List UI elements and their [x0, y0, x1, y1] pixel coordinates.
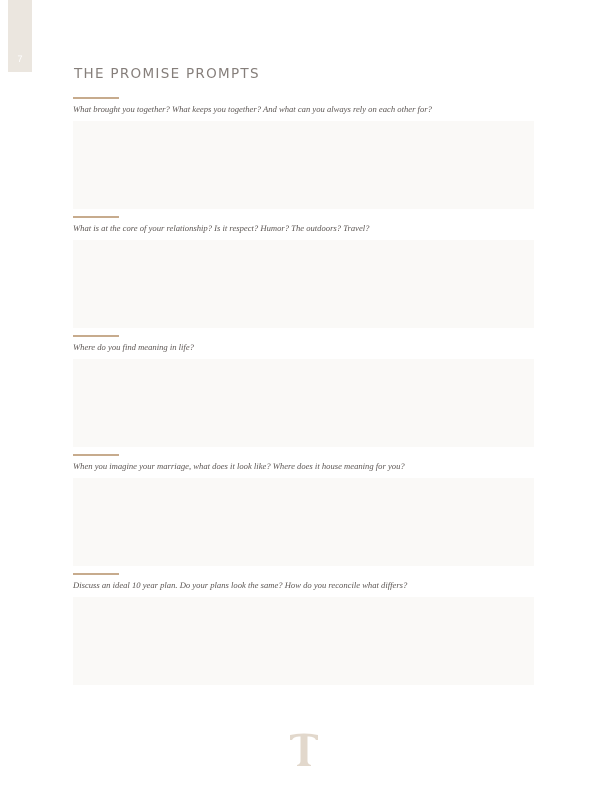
prompt-question: What brought you together? What keeps you together? And what can you always rely on each other for? [73, 104, 432, 114]
page-number-tab [8, 0, 32, 72]
accent-divider [73, 335, 119, 337]
accent-divider [73, 216, 119, 218]
accent-divider [73, 573, 119, 575]
prompt-question: Discuss an ideal 10 year plan. Do your plans look the same? How do you reconcile what differs? [73, 580, 408, 590]
prompt-section-2 [73, 216, 534, 328]
prompt-section-5 [73, 573, 534, 685]
answer-area[interactable] [73, 597, 534, 685]
prompt-section-3 [73, 335, 534, 447]
answer-area[interactable] [73, 121, 534, 209]
prompt-section-4 [73, 454, 534, 566]
prompt-question: What is at the core of your relationship? Is it respect? Humor? The outdoors? Travel? [73, 223, 370, 233]
t-monogram-icon [289, 731, 319, 767]
prompt-question: Where do you find meaning in life? [73, 342, 194, 352]
accent-divider [73, 454, 119, 456]
prompt-question: When you imagine your marriage, what does it look like? Where does it house meaning for you? [73, 461, 405, 471]
answer-area[interactable] [73, 240, 534, 328]
answer-area[interactable] [73, 359, 534, 447]
answer-area[interactable] [73, 478, 534, 566]
page-title: THE PROMISE PROMPTS [74, 66, 260, 82]
accent-divider [73, 97, 119, 99]
page-number: 7 [17, 54, 23, 64]
prompt-section-1 [73, 97, 534, 209]
